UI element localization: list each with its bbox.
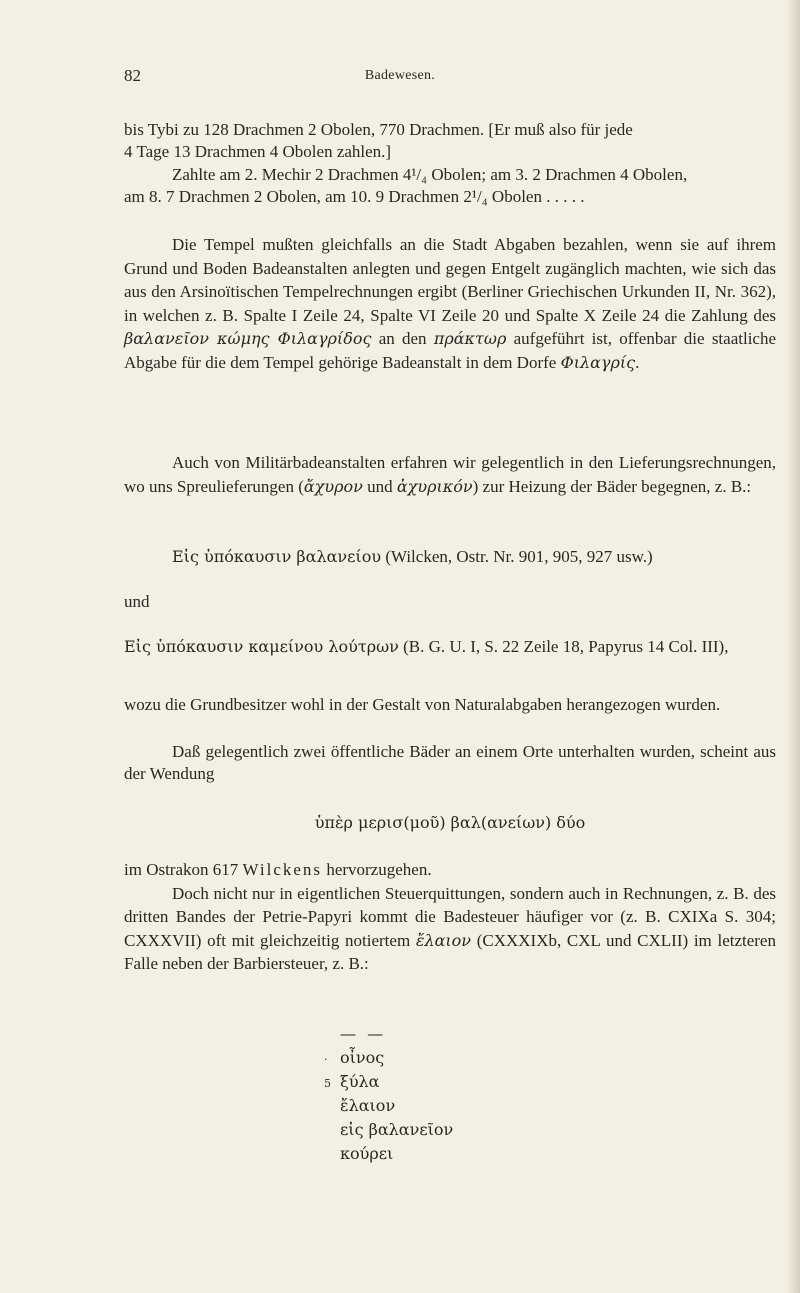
- paragraph-ostrakon: [124, 859, 776, 881]
- list-item-text: ξύλα: [340, 1072, 380, 1091]
- text-run: an den: [371, 329, 434, 349]
- citation: (B. G. U. I, S. 22 Zeile 18, Papyrus 14 Col. III),: [398, 637, 729, 656]
- list-item: [340, 1022, 453, 1046]
- text-run: (CXXXIXb, CXL und CXLII) im letzteren Falle neben der Barbiersteuer, z. B.:: [124, 930, 776, 973]
- text-run: und: [362, 476, 397, 496]
- dash-mark: — —: [340, 1024, 387, 1043]
- greek-term: ἄχυρον: [303, 476, 363, 496]
- author-name: Wilckens: [242, 860, 323, 879]
- text-run: Auch von Militärbadeanstalten erfahren wir gelegentlich in den Lieferungsrechnungen, wo uns Spreulieferungen (: [124, 453, 776, 496]
- list-item: [324, 1070, 453, 1094]
- paragraph-two-baths: Daß gelegentlich zwei öffentliche Bäder an einem Orte unterhalten wurden, scheint aus der Wendung: [124, 742, 776, 784]
- greek-phrase: ὑπὲρ μερισ(μοῦ) βαλ(ανείων) δύο: [314, 813, 586, 832]
- quote-line-2: [124, 636, 784, 658]
- text-line: bis Tybi zu 128 Drachmen 2 Obolen, 770 Drachmen. [Er muß also für jede: [124, 120, 633, 139]
- greek-term: βαλανεῖον κώμης Φιλαγρίδος: [124, 329, 372, 349]
- list-item: [324, 1046, 453, 1070]
- list-item: [340, 1094, 453, 1118]
- greek-quote: Εἰς ὑπόκαυσιν καμείνου λούτρων: [124, 637, 399, 656]
- greek-term: ἔλαιον: [415, 930, 472, 950]
- greek-quote: Εἰς ὑπόκαυσιν βαλανείου: [172, 547, 382, 566]
- conjunction-und: und: [124, 592, 150, 611]
- list-item-text: οἶνος: [340, 1048, 385, 1067]
- page-number: 82: [124, 66, 141, 85]
- papyrus-list: [324, 1022, 454, 1166]
- list-item: [340, 1142, 453, 1166]
- list-item-text: εἰς βαλανεῖον: [340, 1120, 454, 1139]
- list-item-text: κούρει: [340, 1144, 394, 1163]
- paragraph-temple-taxes: [124, 233, 776, 375]
- text-run: Doch nicht nur in eigentlichen Steuerquittungen, sondern auch in Rechnungen, z. B. des dritten Bandes der Petrie-Papyri kommt die Badesteuer häufiger vor (z. B. CXIXa S. 304; CXXXVII) oft mit gleichzeitig notiertem: [124, 884, 776, 950]
- greek-term: πράκτωρ: [433, 329, 507, 349]
- text-run: .: [635, 352, 640, 372]
- text-line: 4 Tage 13 Drachmen 4 Obolen zahlen.]: [124, 142, 392, 162]
- line-number: 5: [324, 1077, 331, 1090]
- list-item-text: ἔλαιον: [340, 1096, 396, 1115]
- greek-term: Φιλαγρίς: [560, 352, 636, 372]
- paragraph-tax-table-end: [124, 119, 776, 209]
- quote-line-1: [124, 546, 776, 568]
- page-edge-shadow: [786, 0, 800, 1293]
- text-run: Die Tempel mußten gleichfalls an die Stadt Abgaben bezahlen, wenn sie auf ihrem Grund und Boden Badeanstalten anlegten und gegen Entgelt zugänglich machten, wie sich das aus den Arsinoïtischen Tempelrechnungen ergibt (Berliner Griechischen Urkunden II, Nr. 362), in welchen z. B. Spalte I Zeile 24, Spalte VI Zeile 20 und Spalte X Zeile 24 die Zahlung des: [124, 235, 776, 325]
- paragraph-military-baths: [124, 451, 776, 498]
- greek-term: ἀχυρικόν: [396, 476, 473, 496]
- paragraph-landowners: wozu die Grundbesitzer wohl in der Gestalt von Naturalabgaben herangezogen wurden.: [124, 695, 721, 714]
- paragraph-petrie-papyri: [124, 882, 776, 975]
- running-title: Badewesen.: [364, 68, 436, 83]
- text-run: im Ostrakon 617: [124, 860, 243, 879]
- list-item: [340, 1118, 453, 1142]
- text-line: Zahlte am 2. Mechir 2 Drachmen 4¹/₄ Obolen; am 3. 2 Drachmen 4 Obolen,: [172, 164, 688, 184]
- text-run: aufgeführt ist, offenbar die staatliche Abgabe für die dem Tempel gehörige Badeanstalt in dem Dorfe: [124, 329, 777, 372]
- text-run: hervorzugehen.: [322, 860, 432, 879]
- citation: (Wilcken, Ostr. Nr. 901, 905, 927 usw.): [381, 547, 653, 566]
- dot-mark: ·: [324, 1053, 328, 1066]
- text-line: am 8. 7 Drachmen 2 Obolen, am 10. 9 Drachmen 2¹/₄ Obolen . . . . .: [124, 187, 585, 207]
- page-header: [0, 66, 800, 88]
- text-run: ) zur Heizung der Bäder begegnen, z. B.:: [472, 476, 752, 496]
